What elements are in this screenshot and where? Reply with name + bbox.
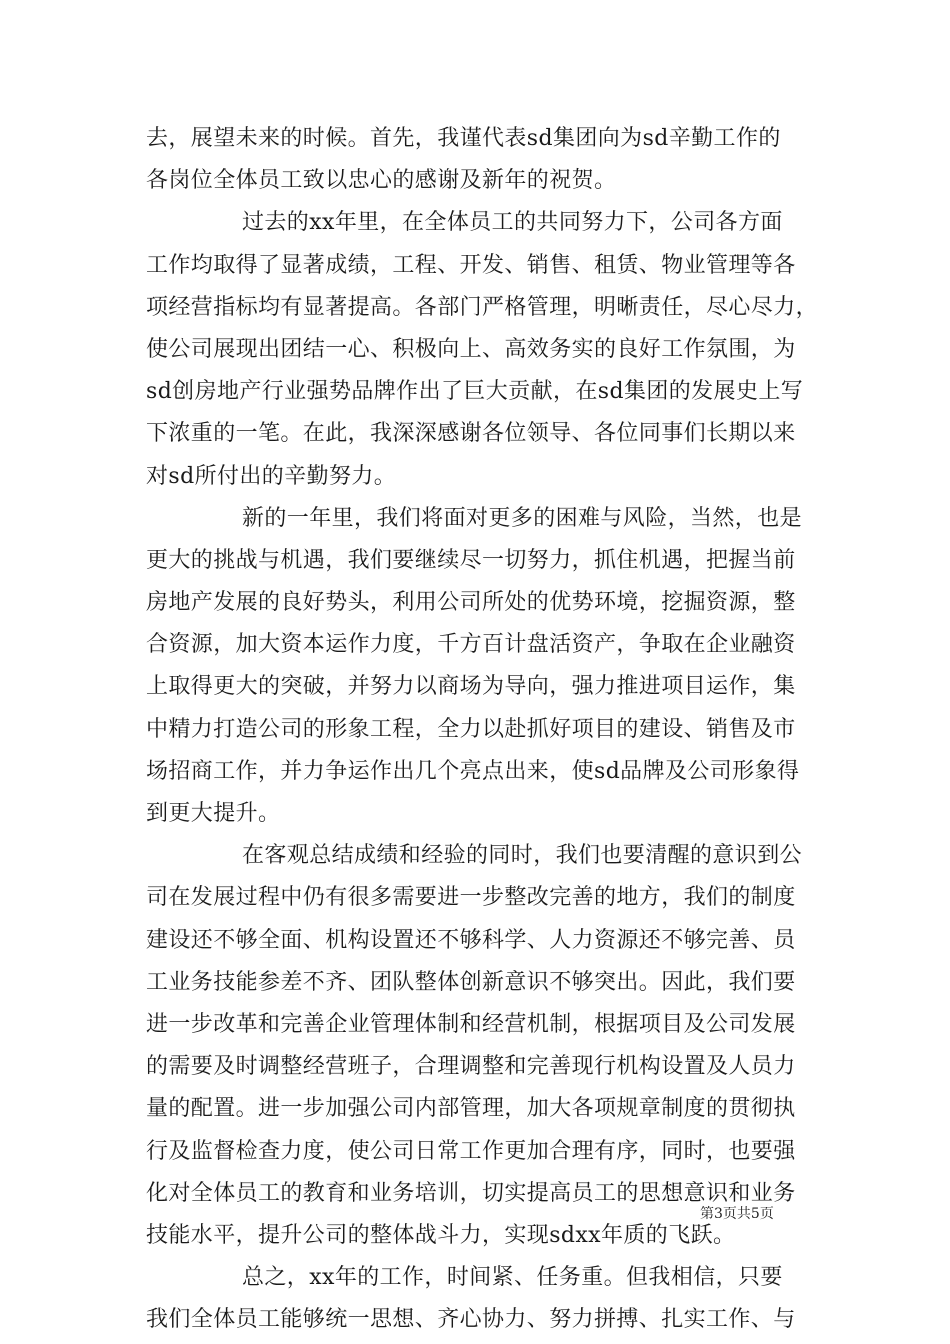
text-line: 对sd所付出的辛勤努力。 — [146, 463, 397, 489]
text-line: 在客观总结成绩和经验的同时，我们也要清醒的意识到公 — [242, 843, 803, 869]
paragraph-2 — [146, 202, 819, 497]
text-line: 项经营指标均有显著提高。各部门严格管理，明晰责任，尽心尽力， — [146, 294, 819, 320]
text-line: 我们全体员工能够统一思想、齐心协力、努力拼搏、扎实工作、与 — [146, 1307, 796, 1333]
text-line: 使公司展现出团结一心、积极向上、高效务实的良好工作氛围，为 — [146, 336, 796, 362]
paragraph-4 — [146, 835, 806, 1257]
text-line: 化对全体员工的教育和业务培训，切实提高员工的思想意识和业务 — [146, 1180, 796, 1206]
text-line: 场招商工作，并力争运作出几个亮点出来，使sd品牌及公司形象得 — [146, 758, 800, 784]
text-line: 建设还不够全面、机构设置还不够科学、人力资源还不够完善、员 — [146, 927, 796, 953]
text-line: 总之，xx年的工作，时间紧、任务重。但我相信，只要 — [242, 1265, 783, 1291]
text-line: 下浓重的一笔。在此，我深深感谢各位领导、各位同事们长期以来 — [146, 421, 796, 447]
paragraph-3 — [146, 498, 806, 836]
paragraph-5 — [146, 1257, 806, 1341]
text-line: 各岗位全体员工致以忠心的感谢及新年的祝贺。 — [146, 168, 617, 194]
text-line: 的需要及时调整经营班子，合理调整和完善现行机构设置及人员力 — [146, 1054, 796, 1080]
text-line: 司在发展过程中仍有很多需要进一步整改完善的地方，我们的制度 — [146, 885, 796, 911]
text-line: 量的配置。进一步加强公司内部管理，加大各项规章制度的贯彻执 — [146, 1096, 796, 1122]
text-line: 房地产发展的良好势头，利用公司所处的优势环境，挖掘资源，整 — [146, 590, 796, 616]
text-line: 新的一年里，我们将面对更多的困难与风险，当然，也是 — [242, 505, 803, 531]
text-line: 到更大提升。 — [146, 801, 281, 826]
paragraph-1 — [146, 118, 806, 202]
text-line: 过去的xx年里，在全体员工的共同努力下，公司各方面 — [242, 210, 783, 236]
text-line: 中精力打造公司的形象工程，全力以赴抓好项目的建设、销售及市 — [146, 716, 796, 742]
text-line: 更大的挑战与机遇，我们要继续尽一切努力，抓住机遇，把握当前 — [146, 547, 796, 573]
text-line: 进一步改革和完善企业管理体制和经营机制，根据项目及公司发展 — [146, 1011, 796, 1037]
text-line: 去，展望未来的时候。首先，我谨代表sd集团向为sd辛勤工作的 — [146, 126, 781, 151]
text-line: 技能水平，提升公司的整体战斗力，实现sdxx年质的飞跃。 — [146, 1222, 736, 1248]
page-number-footer: 第3页共5页 — [700, 1206, 774, 1222]
text-line: 上取得更大的突破，并努力以商场为导向，强力推进项目运作，集 — [146, 674, 796, 700]
text-line: sd创房地产行业强势品牌作出了巨大贡献，在sd集团的发展史上写 — [146, 379, 804, 405]
text-line: 合资源，加大资本运作力度，千方百计盘活资产，争取在企业融资 — [146, 632, 796, 658]
document-body — [146, 118, 819, 1341]
text-line: 行及监督检查力度，使公司日常工作更加合理有序，同时，也要强 — [146, 1138, 796, 1164]
text-line: 工业务技能参差不齐、团队整体创新意识不够突出。因此，我们要 — [146, 969, 796, 995]
text-line: 工作均取得了显著成绩，工程、开发、销售、租赁、物业管理等各 — [146, 252, 796, 278]
